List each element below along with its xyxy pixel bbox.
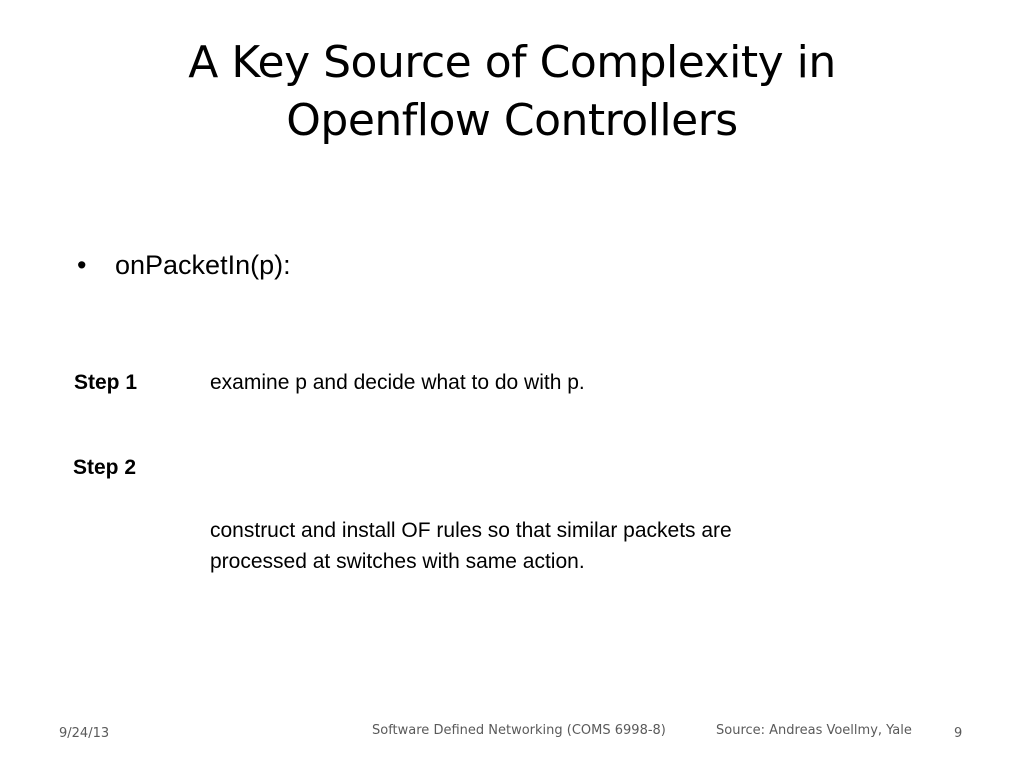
step-2-label: Step 2 [73,456,137,479]
footer-date: 9/24/13 [59,726,110,741]
step-2-text [210,515,732,577]
step-1-label: Step 1 [74,371,138,394]
step-2-text-line-2: processed at switches with same action. [210,550,585,573]
bullet-text: onPacketIn(p): [115,250,291,280]
footer-source: Source: Andreas Voellmy, Yale [716,723,912,738]
slide-title [0,34,1024,150]
footer-page-number: 9 [954,726,963,741]
slide-title-line-1: A Key Source of Complexity in [188,37,836,88]
footer-course: Software Defined Networking (COMS 6998-8) [372,723,666,738]
bullet-item [77,246,291,284]
step-1-text: examine p and decide what to do with p. [210,371,585,394]
slide-title-line-2: Openflow Controllers [286,95,738,146]
bullet-marker: • [77,250,87,280]
step-2-text-line-1: construct and install OF rules so that similar packets are [210,519,732,542]
